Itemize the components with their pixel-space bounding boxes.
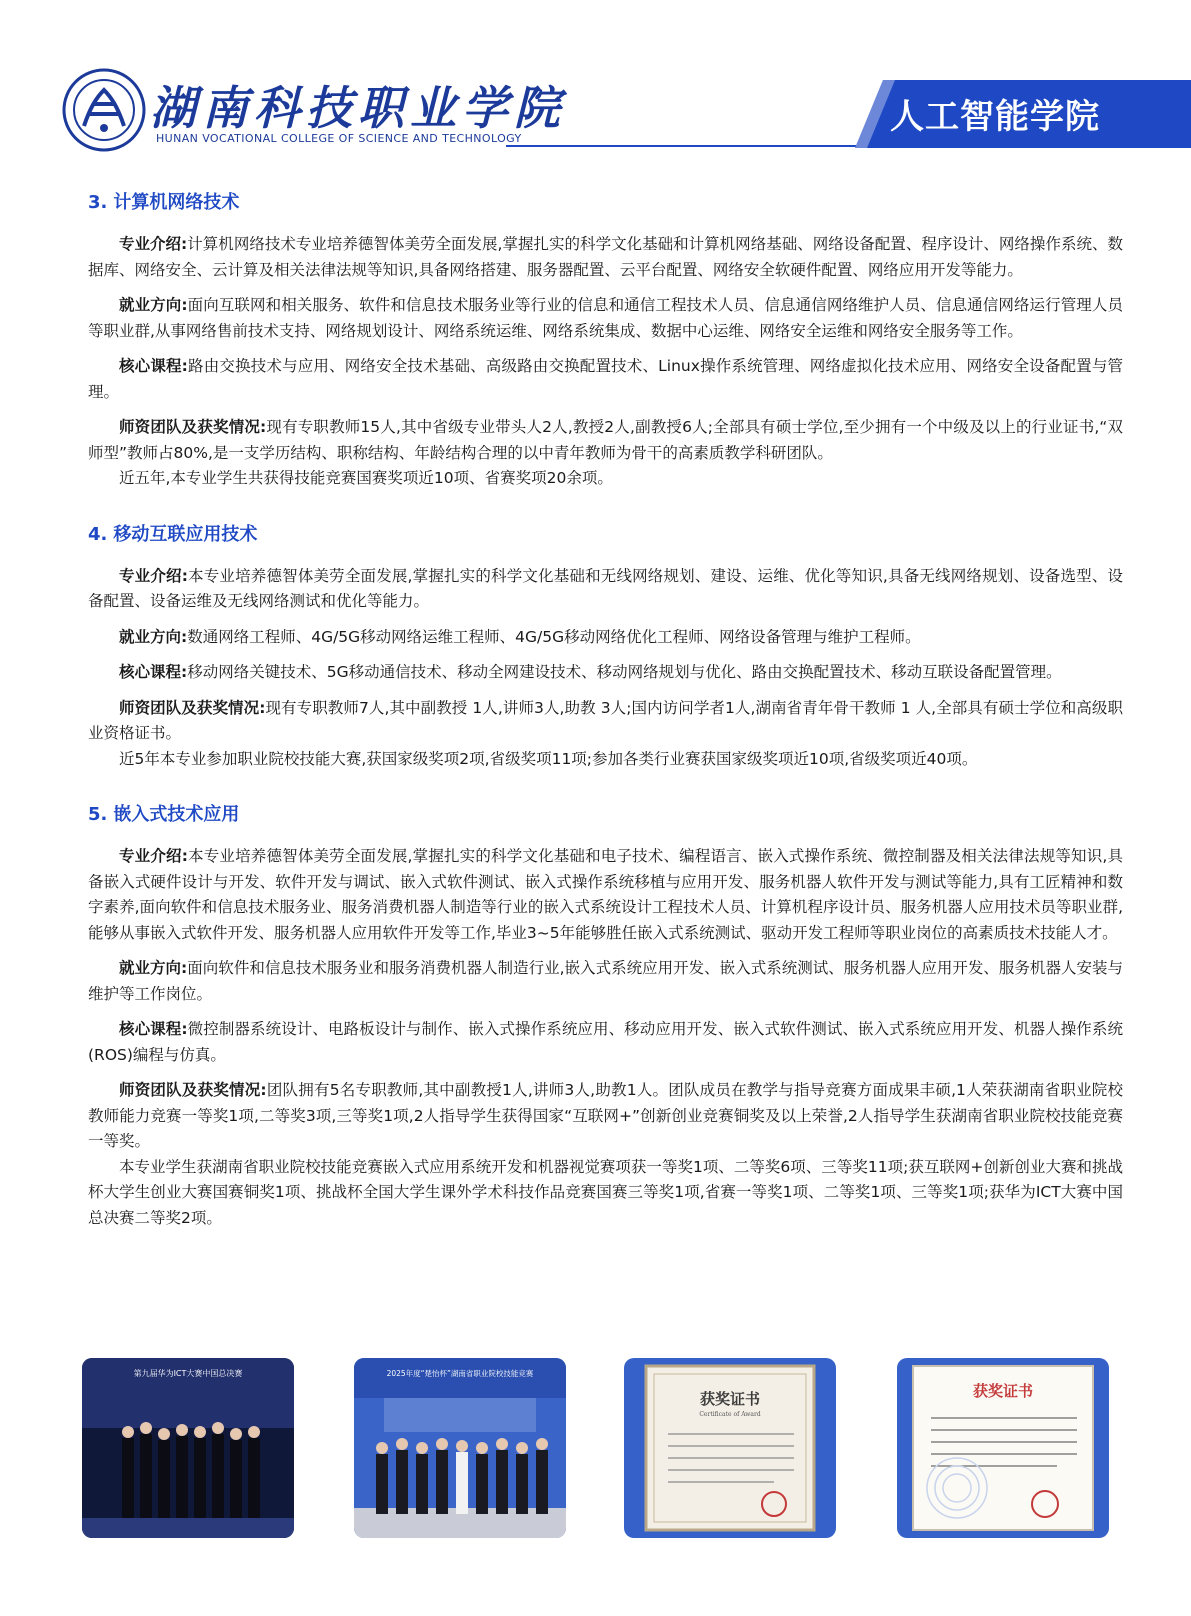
- photo1-banner-text: 第九届华为ICT大赛中国总决赛: [133, 1369, 243, 1378]
- cert1-title: 获奖证书: [699, 1390, 761, 1408]
- section-embedded-technology: [88, 800, 1123, 1231]
- college-name-cn: 湖南科技职业学院: [150, 81, 566, 135]
- college-name-en: HUNAN VOCATIONAL COLLEGE OF SCIENCE AND TECHNOLOGY: [156, 132, 522, 145]
- section-mobile-internet: [88, 520, 1123, 773]
- paragraph-courses: 核心课程:路由交换技术与应用、网络安全技术基础、高级路由交换配置技术、Linux操作系统管理、网络虚拟化技术应用、网络安全设备配置与管理。: [88, 357, 1123, 401]
- paragraph-faculty: 师资团队及获奖情况:现有专职教师15人,其中省级专业带头人2人,教授2人,副教授6人;全部具有硕士学位,至少拥有一个中级及以上的行业证书,“双师型”教师占80%,是一支学历结构、职称结构、年龄结构合理的以中青年教师为骨干的高素质教学科研团队。: [88, 418, 1123, 462]
- page-content: [88, 188, 1123, 1259]
- photo-award-certificate-2: [897, 1358, 1109, 1538]
- cert2-title: 获奖证书: [972, 1382, 1034, 1400]
- photo-strip: [82, 1358, 1122, 1538]
- section-network-technology: [88, 188, 1123, 492]
- photo2-banner-text: 2025年度“楚怡杯”湖南省职业院校技能竞赛: [386, 1369, 534, 1378]
- cert1-subtitle: Certificate of Award: [699, 1411, 761, 1418]
- page-header: [0, 0, 1191, 150]
- paragraph-faculty: 师资团队及获奖情况:现有专职教师7人,其中副教授 1人,讲师3人,助教 3人;国内访问学者1人,湖南省青年骨干教师 1 人,全部具有硕士学位和高级职业资格证书。: [88, 698, 1123, 742]
- photo-award-certificate-1: [624, 1358, 836, 1538]
- paragraph-intro: 专业介绍:计算机网络技术专业培养德智体美劳全面发展,掌握扎实的科学文化基础和计算机网络基础、网络设备配置、程序设计、网络操作系统、数据库、网络安全、云计算及相关法律法规等知识,具备网络搭建、服务器配置、云平台配置、网络安全软硬件配置、网络应用开发等能力。: [88, 235, 1124, 279]
- paragraph-employment: 就业方向:面向互联网和相关服务、软件和信息技术服务业等行业的信息和通信工程技术人员、信息通信网络维护人员、信息通信网络运行管理人员等职业群,从事网络售前技术支持、网络规划设计、网络系统运维、网络系统集成、数据中心运维、网络安全运维和网络安全服务等工作。: [88, 296, 1123, 340]
- section-title: 3. 计算机网络技术: [88, 192, 240, 213]
- paragraph-courses: 核心课程:微控制器系统设计、电路板设计与制作、嵌入式操作系统应用、移动应用开发、嵌入式软件测试、嵌入式系统应用开发、机器人操作系统(ROS)编程与仿真。: [88, 1020, 1123, 1064]
- paragraph-awards: 本专业学生获湖南省职业院校技能竞赛嵌入式应用系统开发和机器视觉赛项获一等奖1项、二等奖6项、三等奖11项;获互联网+创新创业大赛和挑战杯大学生创业大赛国赛铜奖1项、挑战杯全国大学生课外学术科技作品竞赛国赛三等奖1项,省赛一等奖1项、二等奖1项、三等奖1项;获华为ICT大赛中国总决赛二等奖2项。: [88, 1157, 1123, 1227]
- paragraph-courses: 核心课程:移动网络关键技术、5G移动通信技术、移动全网建设技术、移动网络规划与优化、路由交换配置技术、移动互联设备配置管理。: [119, 663, 1062, 681]
- section-title: 5. 嵌入式技术应用: [88, 804, 240, 825]
- department-label: 人工智能学院: [890, 97, 1100, 137]
- college-emblem-icon: [62, 68, 146, 152]
- paragraph-intro: 专业介绍:本专业培养德智体美劳全面发展,掌握扎实的科学文化基础和电子技术、编程语言、嵌入式操作系统、微控制器及相关法律法规等知识,具备嵌入式硬件设计与开发、软件开发与调试、嵌入式软件测试、嵌入式操作系统移植与应用开发、服务机器人软件开发与测试等能力,具有工匠精神和数字素养,面向软件和信息技术服务业、服务消费机器人制造等行业的嵌入式系统设计工程技术人员、计算机程序设计员、服务机器人应用技术员等职业群,能够从事嵌入式软件开发、服务机器人应用软件开发等工作,毕业3~5年能够胜任嵌入式系统测试、驱动开发工程师等职业岗位的高素质技术技能人才。: [88, 847, 1123, 942]
- paragraph-awards: 近5年本专业参加职业院校技能大赛,获国家级奖项2项,省级奖项11项;参加各类行业赛获国家级奖项近10项,省级奖项近40项。: [119, 749, 978, 768]
- paragraph-faculty: 师资团队及获奖情况:团队拥有5名专职教师,其中副教授1人,讲师3人,助教1人。团队成员在教学与指导竞赛方面成果丰硕,1人荣获湖南省职业院校教师能力竞赛一等奖1项,二等奖3项,三等奖1项,2人指导学生获得国家“互联网+”创新创业竞赛铜奖及以上荣誉,2人指导学生获湖南省职业院校技能竞赛一等奖。: [88, 1081, 1123, 1150]
- paragraph-intro: 专业介绍:本专业培养德智体美劳全面发展,掌握扎实的科学文化基础和无线网络规划、建设、运维、优化等知识,具备无线网络规划、设备选型、设备配置、设备运维及无线网络测试和优化等能力。: [88, 566, 1123, 610]
- paragraph-awards: 近五年,本专业学生共获得技能竞赛国赛奖项近10项、省赛奖项20余项。: [119, 469, 613, 487]
- photo-chuyi-cup-team: [354, 1358, 566, 1538]
- paragraph-employment: 就业方向:数通网络工程师、4G/5G移动网络运维工程师、4G/5G移动网络优化工程师、网络设备管理与维护工程师。: [119, 627, 921, 646]
- photo-huawei-ict-team: [82, 1358, 294, 1538]
- section-title: 4. 移动互联应用技术: [88, 523, 258, 545]
- paragraph-employment: 就业方向:面向软件和信息技术服务业和服务消费机器人制造行业,嵌入式系统应用开发、嵌入式系统测试、服务机器人应用开发、服务机器人安装与维护等工作岗位。: [88, 959, 1124, 1003]
